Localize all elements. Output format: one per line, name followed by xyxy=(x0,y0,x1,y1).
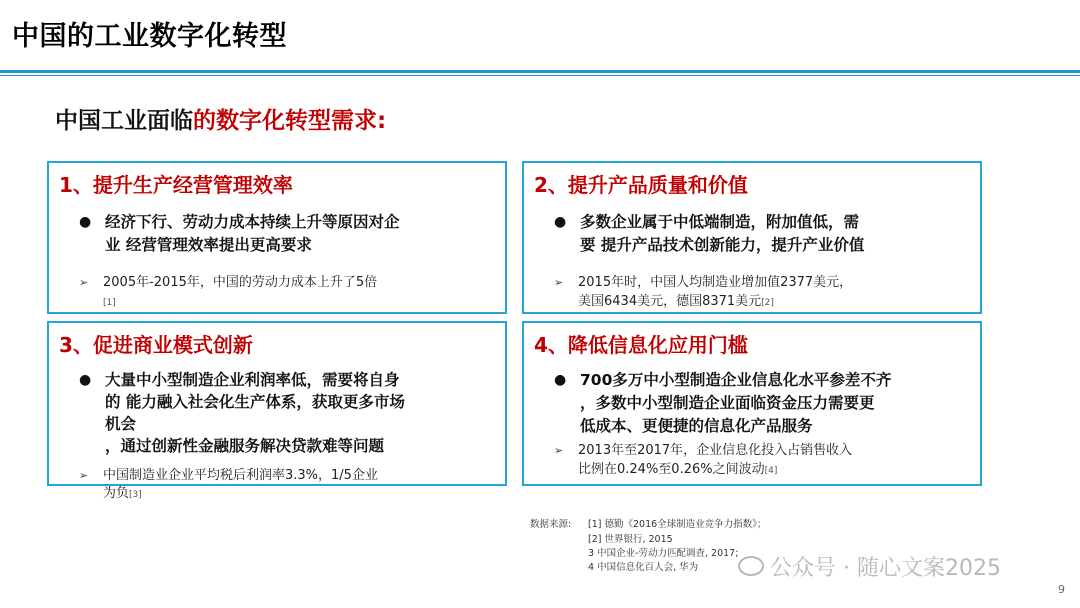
card-title: 1、提升生产经营管理效率 xyxy=(59,173,293,197)
reference-mark: [2] xyxy=(761,298,774,308)
bullet-line: 经济下行、劳动力成本持续上升等原因对企 xyxy=(105,213,400,231)
bullet-line: 多数企业属于中低端制造，附加值低，需 xyxy=(580,213,860,231)
bullet-line: 的 能力融入社会化生产体系，获取更多市场 xyxy=(105,393,405,411)
bullet-line: 低成本、更便捷的信息化产品服务 xyxy=(580,417,813,435)
slide-title: 中国的工业数字化转型 xyxy=(12,21,287,52)
bullet-line: 要 提升产品技术创新能力，提升产业价值 xyxy=(580,236,865,254)
bullet-line: ，多数中小型制造企业面临资金压力需要更 xyxy=(580,394,875,412)
reference-mark: [1] xyxy=(103,298,116,308)
source-item: [1] 德勤《2016全球制造业竞争力指数》； xyxy=(588,519,767,530)
note-line: 2005年-2015年，中国的劳动力成本上升了5倍 xyxy=(103,275,378,290)
arrow-bullet-icon: ➢ xyxy=(554,276,564,289)
sources-label: 数据来源: xyxy=(530,519,572,530)
note-line: 中国制造业企业平均税后利润率3.3%，1/5企业 xyxy=(103,468,378,483)
arrow-bullet-icon: ➢ xyxy=(79,276,89,289)
title-rule xyxy=(0,70,1080,73)
card-management-efficiency xyxy=(47,161,507,314)
title-rule-thin xyxy=(0,75,1080,76)
note-line: 美国6434美元，德国8371美元 xyxy=(578,294,762,309)
subtitle xyxy=(55,102,386,135)
arrow-bullet-icon: ➢ xyxy=(554,444,564,457)
page-number: 9 xyxy=(1058,583,1065,596)
source-item: [2] 世界银行, 2015 xyxy=(588,534,673,545)
reference-mark: [3] xyxy=(129,490,142,500)
bullet-line: 业 经营管理效率提出更高要求 xyxy=(105,236,312,254)
bullet-line: 700多万中小型制造企业信息化水平参差不齐 xyxy=(580,371,892,389)
bullet-line: 机会 xyxy=(105,415,137,433)
note-line: 2015年时，中国人均制造业增加值2377美元， xyxy=(578,275,853,290)
bullet-line: 大量中小型制造企业利润率低，需要将自身 xyxy=(105,371,400,389)
note-line: 为负 xyxy=(103,486,130,501)
bullet-dot-icon: ● xyxy=(79,372,92,388)
watermark xyxy=(738,551,1001,582)
note-line: 比例在0.24%至0.26%之间波动 xyxy=(578,462,765,477)
subtitle-part1: 中国工业面临 xyxy=(55,108,193,134)
card-business-model xyxy=(47,321,507,501)
wechat-icon xyxy=(738,556,764,576)
source-item: 4 中国信息化百人会, 华为 xyxy=(588,562,699,573)
card-it-threshold xyxy=(522,321,982,486)
bullet-line: ，通过创新性金融服务解决贷款难等问题 xyxy=(105,437,385,455)
watermark-text: 公众号 · 随心文案2025 xyxy=(770,556,1001,581)
bullet-dot-icon: ● xyxy=(79,214,92,230)
subtitle-part2: 的数字化转型需求: xyxy=(193,108,387,134)
note-line: 2013年至2017年，企业信息化投入占销售收入 xyxy=(578,443,853,458)
card-title: 2、提升产品质量和价值 xyxy=(534,173,748,197)
source-item: 3 中国企业-劳动力匹配调查, 2017; xyxy=(588,548,739,559)
reference-mark: [4] xyxy=(764,466,778,476)
card-product-quality xyxy=(522,161,982,314)
card-title: 3、促进商业模式创新 xyxy=(59,333,253,357)
arrow-bullet-icon: ➢ xyxy=(79,469,89,482)
bullet-dot-icon: ● xyxy=(554,214,567,230)
bullet-dot-icon: ● xyxy=(554,372,567,388)
card-title: 4、降低信息化应用门槛 xyxy=(534,333,748,357)
